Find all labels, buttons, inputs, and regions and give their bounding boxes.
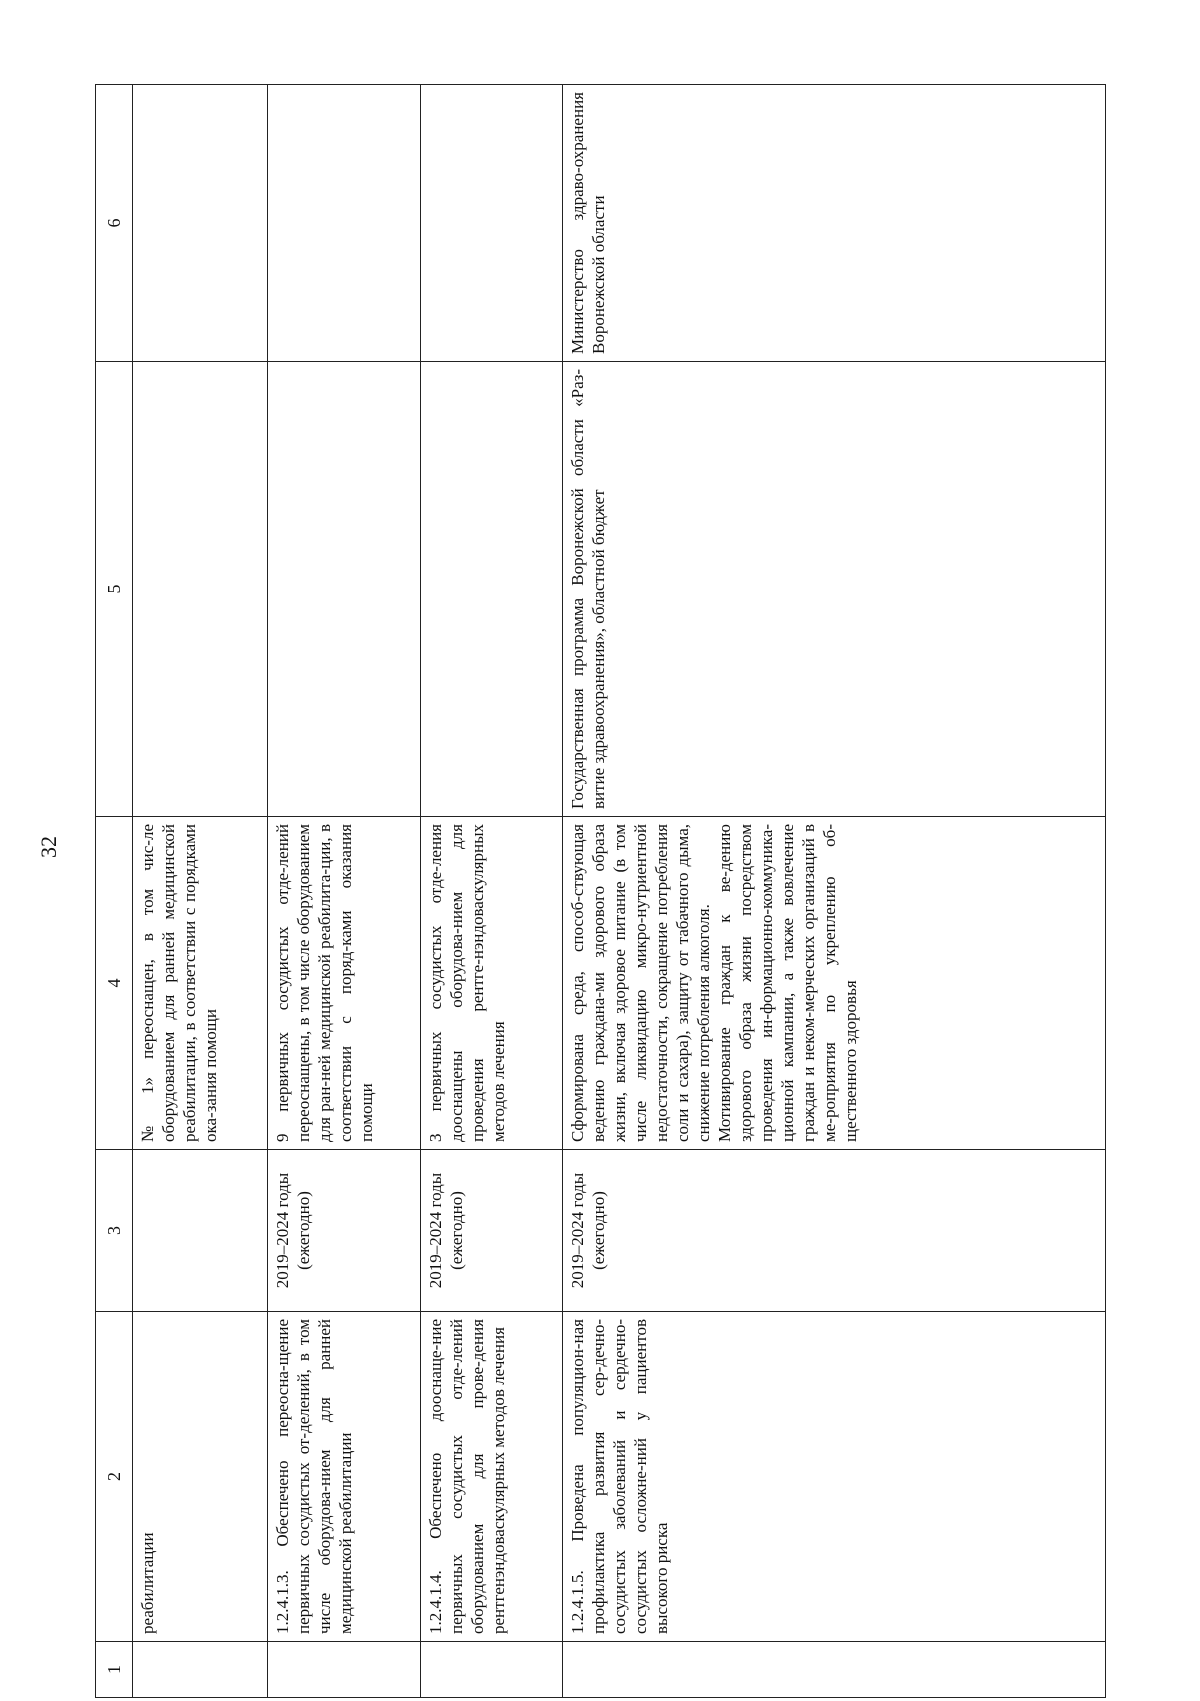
table-cell [268, 362, 421, 817]
table-row [268, 85, 421, 1698]
table-cell: 2019–2024 годы (ежегодно) [563, 1150, 1106, 1312]
table-cell: 1.2.4.1.5. Проведена популяцион-ная профилактика развития сер-дечно-сосудистых заболеваний и сердечно-сосудистых осложне-ний у пациентов высокого риска [563, 1312, 1106, 1642]
table-cell [133, 362, 268, 817]
table-cell [268, 1642, 421, 1698]
table-cell [421, 85, 563, 362]
header-row [96, 85, 133, 1698]
table-row [421, 85, 563, 1698]
column-header: 2 [96, 1312, 133, 1642]
column-header: 1 [96, 1642, 133, 1698]
table-cell: 2019–2024 годы (ежегодно) [421, 1150, 563, 1312]
table-cell: Государственная программа Воронежской области «Раз-витие здравоохранения», областной бюджет [563, 362, 1106, 817]
column-header: 6 [96, 85, 133, 362]
column-header: 3 [96, 1150, 133, 1312]
table-cell [133, 1150, 268, 1312]
table-cell: № 1» переоснащен, в том чис-ле оборудованием для ранней медицинской реабилитации, в соответствии с порядками ока-зания помощи [133, 817, 268, 1150]
table-cell [268, 85, 421, 362]
table-cell [133, 85, 268, 362]
table-cell [421, 1642, 563, 1698]
table-cell [133, 1642, 268, 1698]
table-cell: 9 первичных сосудистых отде-лений переоснащены, в том числе оборудованием для ран-ней медицинской реабилита-ции, в соответствии с поряд-ками оказания помощи [268, 817, 421, 1150]
page-number: 32 [36, 836, 61, 858]
table-cell: Министерство здраво-охранения Воронежской области [563, 85, 1106, 362]
program-table [95, 84, 1106, 1698]
table-cell [563, 1642, 1106, 1698]
table-cell: Сформирована среда, способ-ствующая ведению граждана-ми здорового образа жизни, включая здоровое питание (в том числе ликвидацию микро-нутриентной недостаточности, сокращение потребления соли и сахара), защиту от табачного дыма, снижение потребления алкоголя. Мотивирование граждан к ве-дению здорового образа жизни посредством проведения ин-формационно-коммуника-ционной кампании, а также вовлечение граждан и неком-мерческих организаций в ме-роприятия по укреплению об-щественного здоровья [563, 817, 1106, 1150]
table-cell: 1.2.4.1.4. Обеспечено дооснаще-ние первичных сосудистых отде-лений оборудованием для прове-дения рентгенэндоваскулярных методов лечения [421, 1312, 563, 1642]
table-cell: реабилитации [133, 1312, 268, 1642]
table-cell [421, 362, 563, 817]
table-cell: 3 первичных сосудистых отде-ления дооснащены оборудова-нием для проведения рентге-нэндоваскулярных методов лечения [421, 817, 563, 1150]
column-header: 5 [96, 362, 133, 817]
table-row [133, 85, 268, 1698]
table-row [563, 85, 1106, 1698]
column-header: 4 [96, 817, 133, 1150]
table-cell: 2019–2024 годы (ежегодно) [268, 1150, 421, 1312]
table-cell: 1.2.4.1.3. Обеспечено переосна-щение первичных сосудистых от-делений, в том числе оборудова-нием для ранней медицинской реабилитации [268, 1312, 421, 1642]
program-table-container [95, 85, 1106, 1698]
